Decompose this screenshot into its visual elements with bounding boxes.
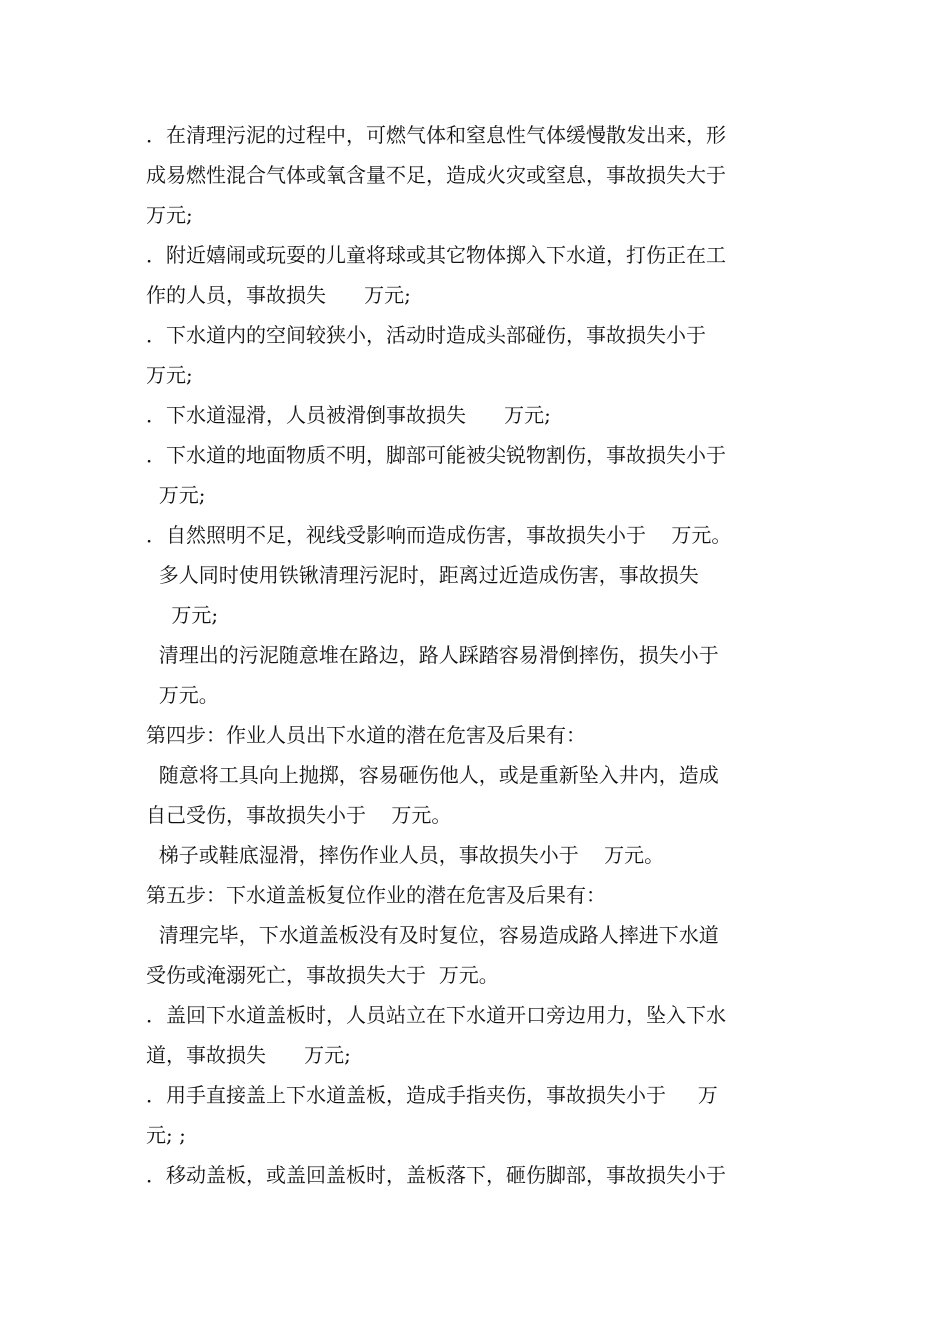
text-line: ．盖回下水道盖板时，人员站立在下水道开口旁边用力，坠入下水	[146, 1003, 726, 1027]
text-line: ．自然照明不足，视线受影响而造成伤害，事故损失小于 万元。	[146, 523, 732, 547]
text-line: 万元;	[146, 603, 219, 627]
text-line: 自己受伤，事故损失小于 万元。	[146, 803, 452, 827]
text-line: ．在清理污泥的过程中，可燃气体和窒息性气体缓慢散发出来，形	[146, 123, 726, 147]
text-line: ．下水道内的空间较狭小，活动时造成头部碰伤，事故损失小于	[146, 323, 706, 347]
text-line: ．附近嬉闹或玩耍的儿童将球或其它物体掷入下水道，打伤正在工	[146, 243, 726, 267]
text-line: 作的人员，事故损失 万元;	[146, 283, 411, 307]
text-line: 万元;	[146, 203, 193, 227]
section-heading: 第四步：作业人员出下水道的潜在危害及后果有：	[146, 723, 586, 747]
section-heading: 第五步：下水道盖板复位作业的潜在危害及后果有：	[146, 883, 606, 907]
text-line: ．下水道的地面物质不明，脚部可能被尖锐物割伤，事故损失小于	[146, 443, 726, 467]
text-line: 万元;	[146, 363, 193, 387]
text-line: 梯子或鞋底湿滑，摔伤作业人员，事故损失小于 万元。	[146, 843, 665, 867]
text-line: ．下水道湿滑，人员被滑倒事故损失 万元;	[146, 403, 551, 427]
text-line: 万元;	[146, 483, 206, 507]
text-line: 多人同时使用铁锹清理污泥时，距离过近造成伤害，事故损失	[146, 563, 699, 587]
text-line: ．用手直接盖上下水道盖板，造成手指夹伤，事故损失小于 万	[146, 1083, 718, 1107]
text-line: 成易燃性混合气体或氧含量不足，造成火灾或窒息，事故损失大于	[146, 163, 726, 187]
text-line: ．移动盖板，或盖回盖板时，盖板落下，砸伤脚部，事故损失小于	[146, 1163, 726, 1187]
text-line: 道，事故损失 万元;	[146, 1043, 351, 1067]
text-line: 清理出的污泥随意堆在路边，路人踩踏容易滑倒摔伤，损失小于	[146, 643, 719, 667]
text-line: 受伤或淹溺死亡，事故损失大于 万元。	[146, 963, 499, 987]
text-line: 万元。	[146, 683, 219, 707]
text-line: 清理完毕，下水道盖板没有及时复位，容易造成路人摔进下水道	[146, 923, 719, 947]
text-line: 随意将工具向上抛掷，容易砸伤他人，或是重新坠入井内，造成	[146, 763, 719, 787]
text-line: 元; ;	[146, 1123, 186, 1147]
